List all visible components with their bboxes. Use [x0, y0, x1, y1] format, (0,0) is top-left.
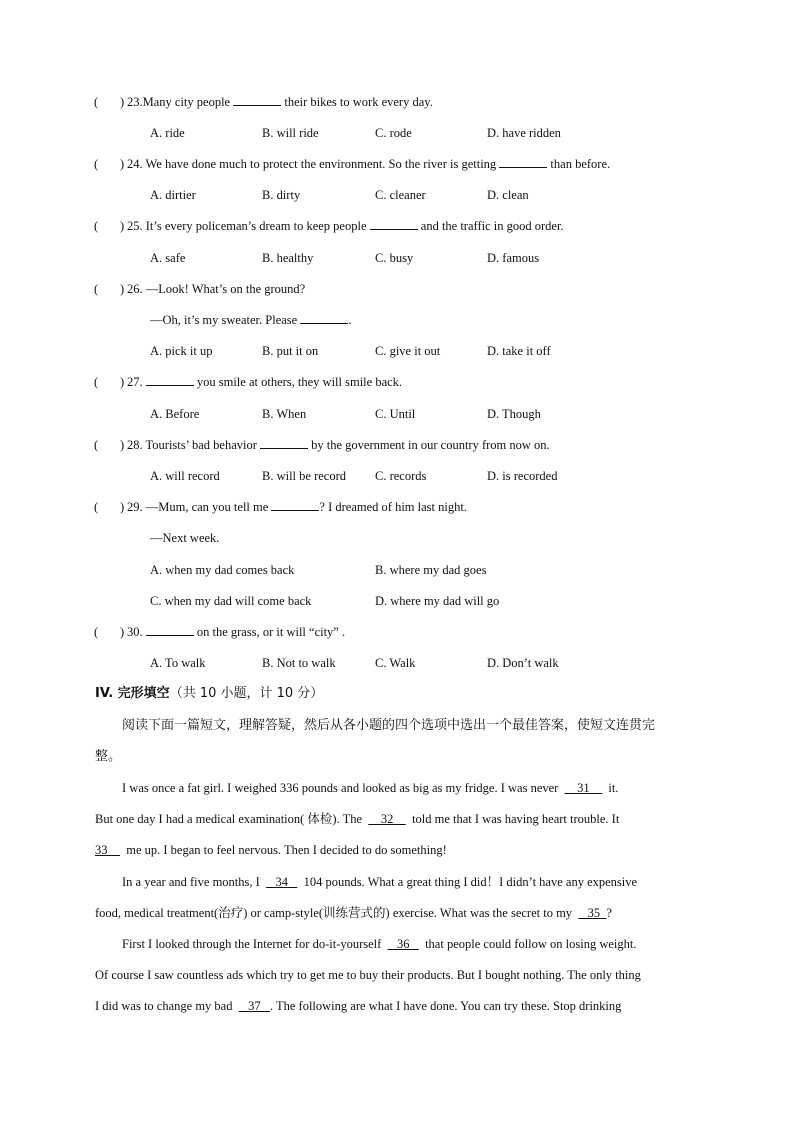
option-d: D. famous: [487, 251, 540, 265]
answer-blank[interactable]: [499, 156, 547, 168]
answer-blank[interactable]: [260, 437, 308, 449]
option-d: D. take it off: [487, 344, 551, 358]
option-b: B. When: [262, 407, 307, 421]
blank-37[interactable]: 37: [248, 999, 261, 1013]
question-24: ( ) 24. We have done much to protect the environment. So the river is getting than before.: [94, 157, 611, 171]
passage-line: 33 me up. I began to feel nervous. Then I decided to do something!: [95, 843, 447, 857]
passage-line: Of course I saw countless ads which try to get me to buy their products. But I bought nothing. The only thing: [95, 968, 641, 982]
option-c: C. give it out: [375, 344, 441, 358]
option-c: C. records: [375, 469, 427, 483]
blank-32[interactable]: 32: [380, 812, 394, 826]
passage-line: I was once a fat girl. I weighed 336 pounds and looked as big as my fridge. I was never 31 it.: [122, 781, 619, 795]
option-d: D. Though: [487, 407, 541, 421]
option-d: D. where my dad will go: [375, 594, 500, 608]
passage-line: First I looked through the Internet for do-it-yourself 36 that people could follow on losing weight.: [122, 937, 637, 951]
answer-blank[interactable]: [233, 94, 281, 106]
option-b: B. Not to walk: [262, 656, 336, 670]
option-a: A. when my dad comes back: [150, 563, 295, 577]
option-c: C. when my dad will come back: [150, 594, 312, 608]
section-instruction: 阅读下面一篇短文，理解答疑，然后从各小题的四个选项中选出一个最佳答案，使短文连贯完: [122, 718, 656, 733]
option-c: C. Walk: [375, 656, 416, 670]
answer-blank[interactable]: [300, 312, 348, 324]
option-b: B. will ride: [262, 126, 319, 140]
option-d: D. have ridden: [487, 126, 561, 140]
option-c: C. rode: [375, 126, 412, 140]
section-score: （共 10 小题，计 10 分）: [169, 686, 324, 701]
question-29: ( ) 29. —Mum, can you tell me ? I dreamed of him last night.: [94, 500, 467, 514]
option-b: B. put it on: [262, 344, 319, 358]
option-a: A. will record: [150, 469, 220, 483]
section-title: IV. 完形填空: [95, 686, 170, 701]
answer-blank[interactable]: [370, 218, 418, 230]
section-heading: [95, 686, 323, 702]
option-d: D. Don’t walk: [487, 656, 559, 670]
answer-blank[interactable]: [271, 499, 319, 511]
question-30: ( ) 30. on the grass, or it will “city” .: [94, 625, 346, 639]
answer-blank[interactable]: [146, 624, 194, 636]
blank-35[interactable]: 35: [587, 906, 601, 920]
option-a: A. ride: [150, 126, 185, 140]
section-instruction-cont: 整。: [95, 749, 122, 764]
option-d: D. is recorded: [487, 469, 558, 483]
option-b: B. dirty: [262, 188, 301, 202]
option-a: A. dirtier: [150, 188, 196, 202]
blank-31[interactable]: 31: [577, 781, 590, 795]
question-25: ( ) 25. It’s every policeman’s dream to keep people and the traffic in good order.: [94, 219, 564, 233]
option-a: A. safe: [150, 251, 186, 265]
question-29-line-2: —Next week.: [150, 531, 220, 545]
question-26-line-2: —Oh, it’s my sweater. Please .: [150, 313, 352, 327]
option-a: A. pick it up: [150, 344, 213, 358]
question-26: ( ) 26. —Look! What’s on the ground?: [94, 282, 306, 296]
option-c: C. busy: [375, 251, 414, 265]
passage-line: In a year and five months, I 34 104 pounds. What a great thing I did！I didn’t have any expensive: [122, 875, 638, 889]
option-b: B. will be record: [262, 469, 347, 483]
blank-36[interactable]: 36: [396, 937, 410, 951]
blank-34[interactable]: 34: [275, 875, 288, 889]
passage-line: But one day I had a medical examination( 体检). The 32 told me that I was having heart trouble. It: [95, 812, 620, 826]
blank-33[interactable]: 33: [95, 843, 108, 857]
passage-line: I did was to change my bad 37 . The following are what I have done. You can try these. Stop drinking: [95, 999, 622, 1013]
option-a: A. Before: [150, 407, 200, 421]
question-27: ( ) 27. you smile at others, they will smile back.: [94, 375, 403, 389]
option-c: C. Until: [375, 407, 416, 421]
option-d: D. clean: [487, 188, 529, 202]
question-23: ( ) 23.Many city people their bikes to work every day.: [94, 95, 433, 109]
option-a: A. To walk: [150, 656, 206, 670]
option-c: C. cleaner: [375, 188, 426, 202]
option-b: B. where my dad goes: [375, 563, 487, 577]
answer-blank[interactable]: [146, 374, 194, 386]
option-b: B. healthy: [262, 251, 314, 265]
question-28: ( ) 28. Tourists’ bad behavior by the government in our country from now on.: [94, 438, 550, 452]
passage-line: food, medical treatment(治疗) or camp-style(训练营式的) exercise. What was the secret to my 35 ?: [95, 906, 612, 920]
